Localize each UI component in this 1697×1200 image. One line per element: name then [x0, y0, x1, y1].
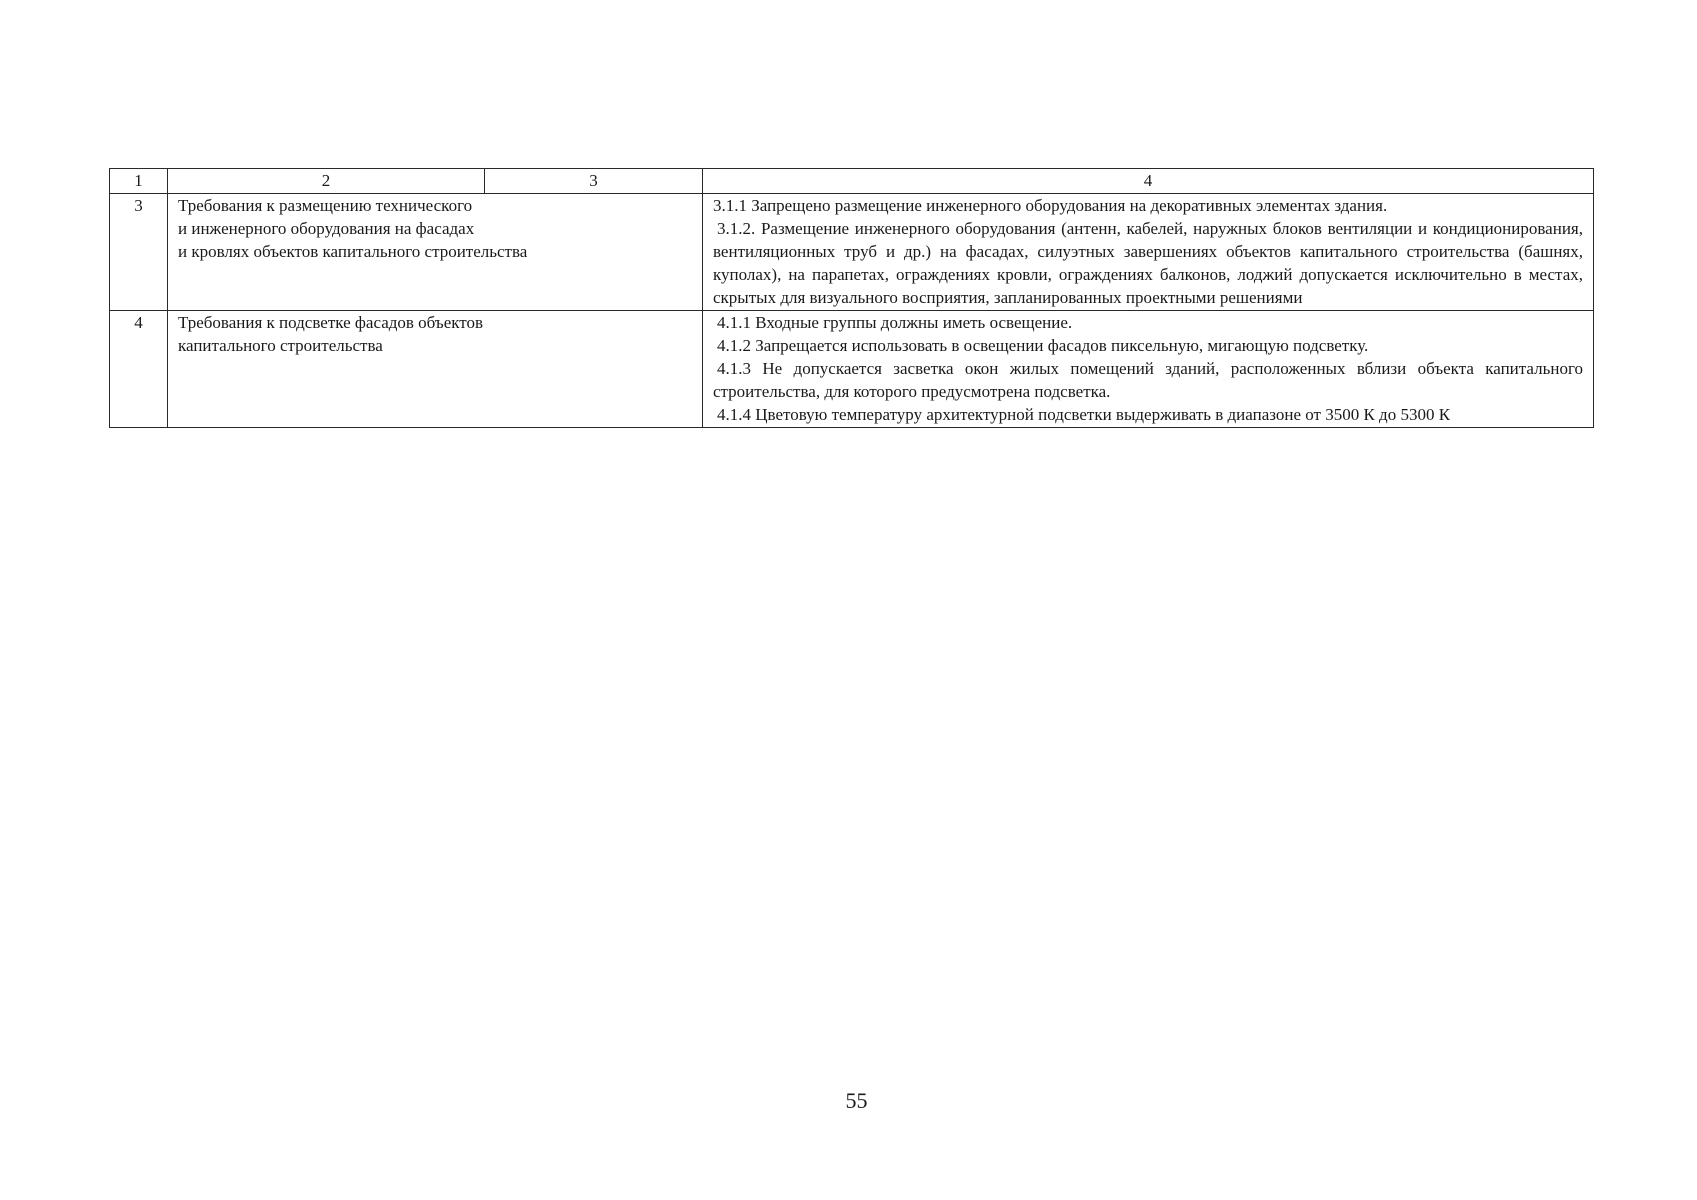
requirement-details	[703, 194, 1594, 311]
requirement-details	[703, 311, 1594, 428]
header-cell-1: 1	[110, 169, 168, 194]
table-row	[110, 194, 1594, 311]
detail-paragraph: 3.1.1 Запрещено размещение инженерного оборудования на декоративных элементах здания.	[713, 196, 1388, 215]
requirement-line: капитального строительства	[178, 336, 383, 355]
requirements-table	[109, 168, 1594, 428]
row-number: 4	[110, 311, 168, 428]
header-cell-3: 3	[485, 169, 703, 194]
table-row	[110, 311, 1594, 428]
detail-paragraph: 4.1.4 Цветовую температуру архитектурной подсветки выдерживать в диапазоне от 3500 К до 5300 К	[717, 405, 1451, 424]
requirement-title	[168, 311, 703, 428]
requirement-line: и кровлях объектов капитального строительства	[178, 242, 528, 261]
detail-paragraph: 4.1.2 Запрещается использовать в освещении фасадов пиксельную, мигающую подсветку.	[717, 336, 1369, 355]
table-header-row	[110, 169, 1594, 194]
row-number: 3	[110, 194, 168, 311]
requirement-line: Требования к размещению технического	[178, 196, 473, 215]
detail-paragraph: 4.1.1 Входные группы должны иметь освещение.	[717, 313, 1073, 332]
header-cell-2: 2	[168, 169, 485, 194]
requirement-line: Требования к подсветке фасадов объектов	[178, 313, 484, 332]
requirement-line: и инженерного оборудования на фасадах	[178, 219, 475, 238]
page-number: 55	[845, 1088, 868, 1113]
header-cell-4: 4	[703, 169, 1594, 194]
requirement-title	[168, 194, 703, 311]
detail-paragraph: 4.1.3 Не допускается засветка окон жилых помещений зданий, расположенных вблизи объекта капитального строительства, для которого предусмотрена подсветка.	[713, 359, 1583, 401]
detail-paragraph: 3.1.2. Размещение инженерного оборудования (антенн, кабелей, наружных блоков вентиляции и кондиционирования, вентиляционных труб и др.) на фасадах, силуэтных завершениях объектов капитального строительства (башнях, куполах), на парапетах, ограждениях кровли, ограждениях балконов, лоджий допускается исключительно в местах, скрытых для визуального восприятия, запланированных проектными решениями	[713, 219, 1583, 307]
